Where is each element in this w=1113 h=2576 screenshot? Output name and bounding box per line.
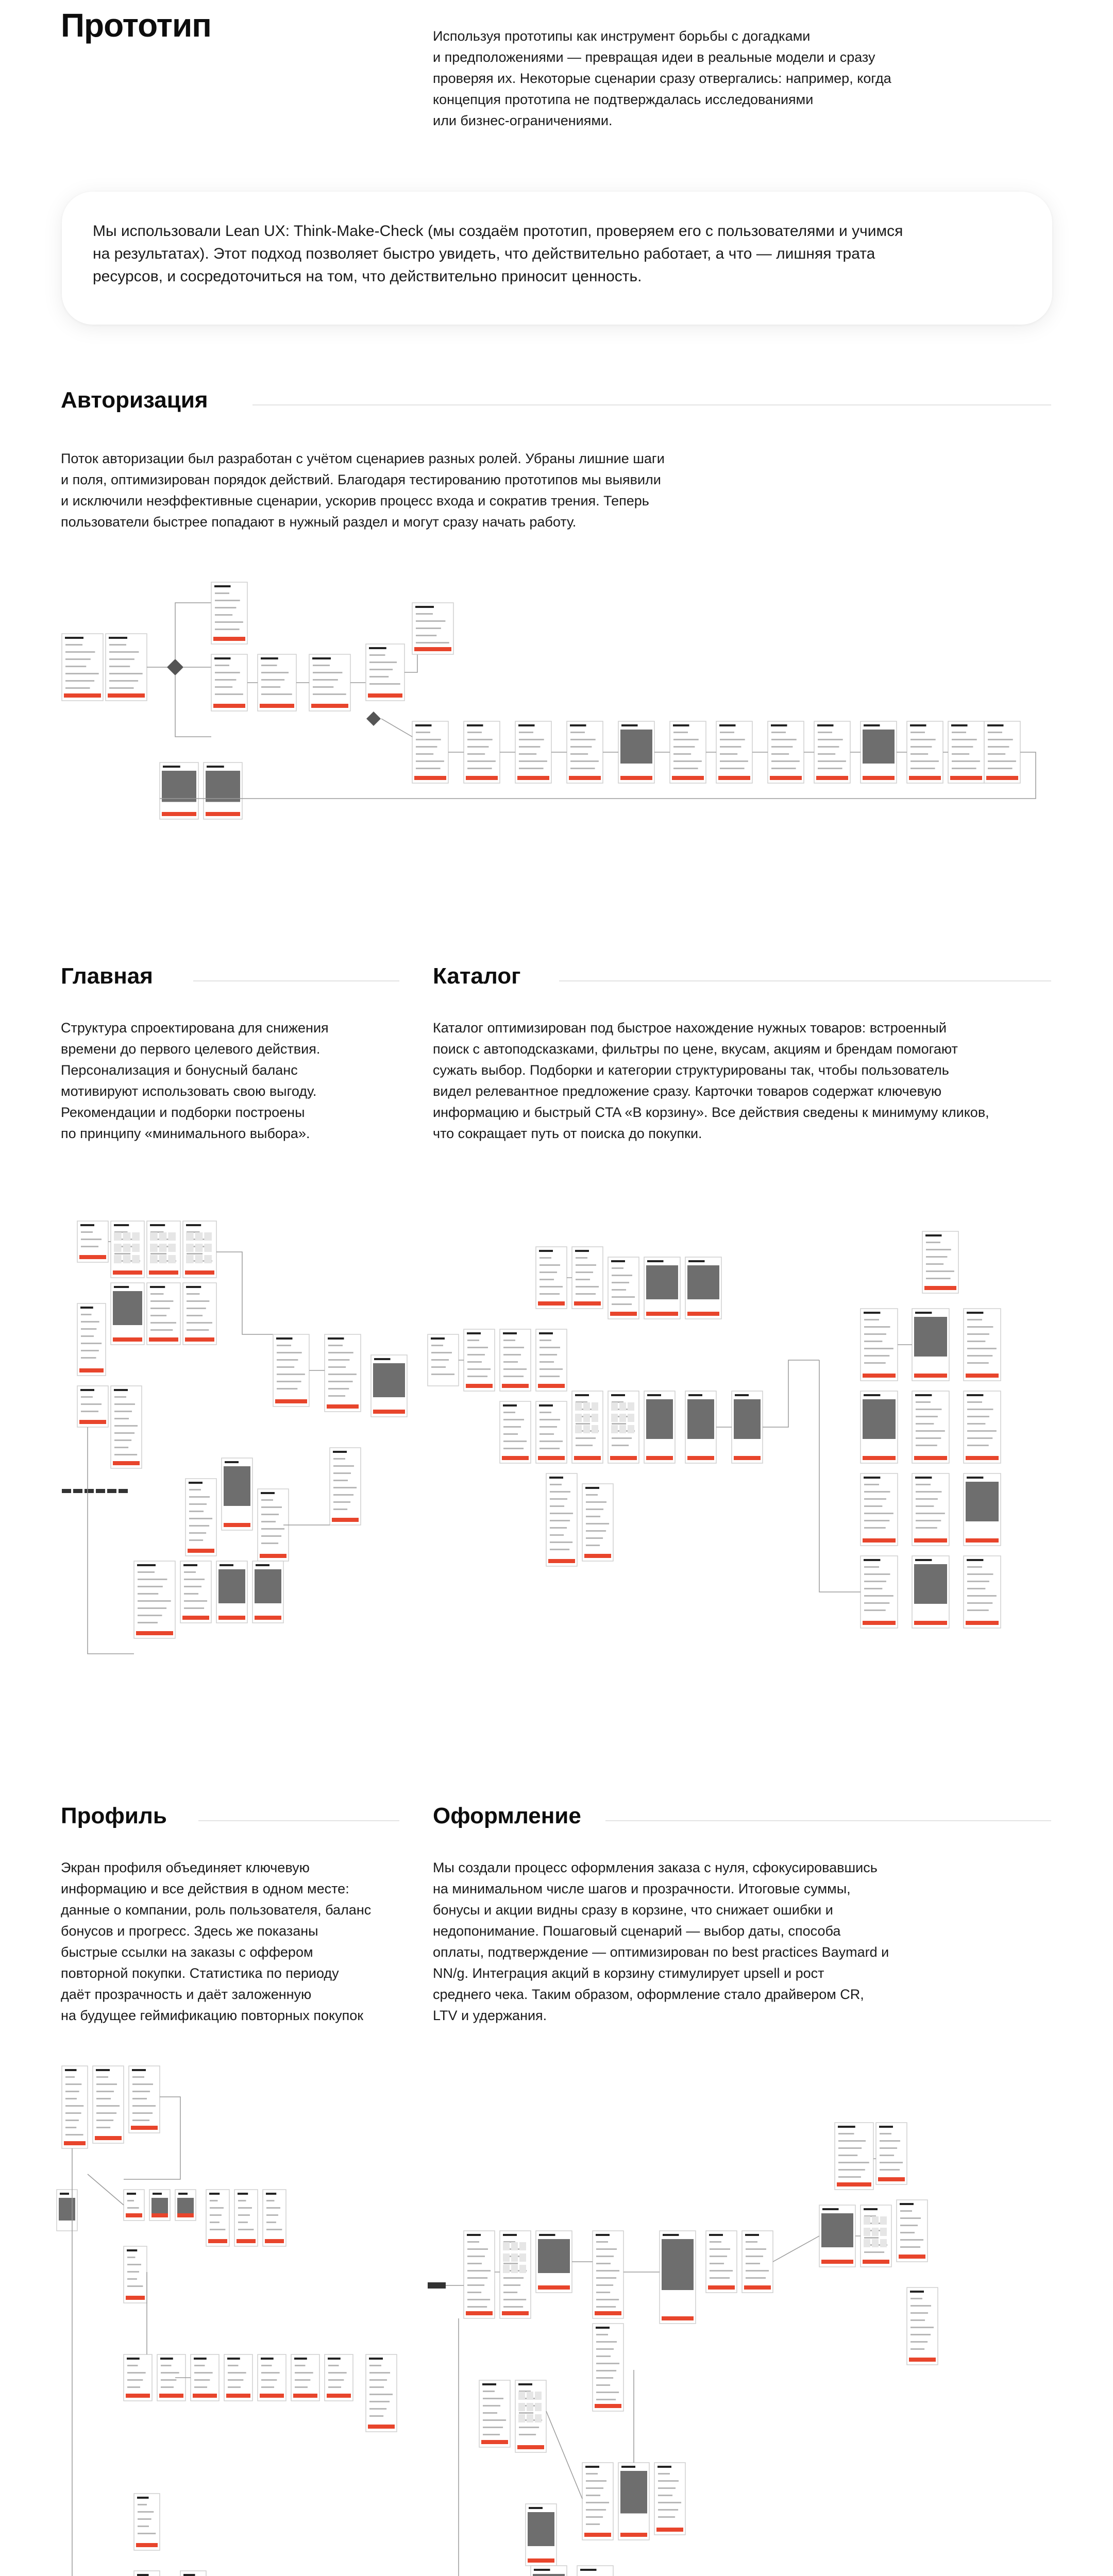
wireframe-screen [526,2504,556,2566]
checkout-text: Мы создали процесс оформления заказа с нуля, сфокусировавшись на минимальном числе шагов и прозрачности. Итоговые суммы, бонусы и акции видны сразу в корзине, что снижает ошибки и недопонимание. Пошаговый сценарий — выбор даты, способа оплаты, подтверждение — оптимизирован по best practices Baymard и NN/g. Интеграция акций в корзину стимулирует upsell и рост среднего чека. Таким образом, оформление стало драйвером CR, LTV и удержания. [433,1860,889,2023]
wireframe-screen [861,1556,898,1628]
wireframe-screen [464,2231,495,2318]
lean-ux-text: Мы использовали Lean UX: Think-Make-Check (мы создаём прототип, проверяем его с пользователями и учимся на результатах). Этот подход позволяет быстро увидеть, что действительно работает, а что — лишняя трата ресурсов, и сосредоточиться на том, что действительно приносит ценность. [93,223,903,285]
wireframe-screen [515,721,551,783]
wireframe-screen [464,721,500,783]
page-title: Прототип [61,7,211,44]
wireframe-screen [922,1231,958,1293]
wireframe-screen [742,2231,773,2293]
main-text: Структура спроектирована для снижения времени до первого целевого действия. Персонализация и бонусный баланс мотивируют использовать свою выгоду. Рекомендации и подборки построены по принципу «минимального выбора». [61,1020,329,1141]
flow-connector [175,603,211,659]
wireframe-screen [160,762,198,819]
catalog-flow-diagram [428,1226,1067,1690]
wireframe-screen [134,2571,160,2576]
wireframe-screen [577,2566,613,2576]
wireframe-screen [412,603,453,654]
wireframe-screen [500,2231,531,2318]
wireframe-screen [685,1391,716,1463]
wireframe-screen [907,2287,938,2365]
wireframe-screen [366,644,404,701]
wireframe-screen [252,1561,283,1623]
wireframe-screen [964,1556,1001,1628]
wireframe-screen [912,1473,949,1546]
wireframe-screen [819,2205,855,2267]
wireframe-screen [912,1556,949,1628]
wireframe-screen [183,1283,216,1345]
wireframe-screen [204,762,242,819]
decision-diamond [366,711,381,726]
wireframe-screen [835,2123,873,2190]
wireframe-screen [716,721,752,783]
wireframe-screen [325,1334,361,1412]
wireframe-screen [582,1484,613,1561]
wireframe-screen [206,2190,229,2246]
wireframe-screen [325,2354,353,2401]
wireframe-screen [876,2123,907,2184]
wireframe-screen [234,2190,258,2246]
wireframe-screen [180,2571,206,2576]
wireframe-screen [62,2066,88,2148]
flow-connector [381,719,412,737]
wireframe-screen [531,2566,567,2576]
wireframe-screen [861,1309,898,1381]
wireframe-screen [258,654,296,711]
wireframe-screen [618,2463,649,2540]
wireframe-screen [907,721,943,783]
wireframe-screen [618,721,654,783]
wireframe-screen [211,582,247,644]
flow-connector [546,2411,582,2499]
wireframe-screen [572,1391,603,1463]
wireframe-screen [149,2190,170,2221]
wireframe-screen [861,721,897,783]
flow-connector [175,675,211,737]
wireframe-screen [644,1257,680,1319]
wireframe-screen [608,1391,639,1463]
wireframe-screen [685,1257,721,1319]
wireframe-screen [106,634,147,701]
wireframe-screen [660,2231,696,2324]
wireframe-screen [644,1391,675,1463]
flow-connector [819,1360,861,1592]
flow-connector [763,1360,819,1427]
wireframe-screen [536,2231,572,2293]
wireframe-screen [912,1309,949,1381]
checkout-flow-diagram [428,2102,1067,2576]
wireframe-screen [211,654,247,711]
profile-flow-diagram [57,2056,428,2576]
wireframe-screen [464,1329,495,1391]
wireframe-screen [134,2494,160,2550]
wireframe-screen [861,2205,891,2267]
wireframe-screen [732,1391,763,1463]
wireframe-screen [77,1303,106,1376]
wireframe-screen [263,2190,286,2246]
wireframe-screen [814,721,850,783]
checkout-divider [605,1820,1051,1821]
intro-text: Используя прототипы как инструмент борьбы с догадками и предположениями — превращая идеи в реальные модели и сразу проверяя их. Некоторые сценарии сразу отвергались: например, когда концепция прототипа не подтверждалась исследованиями или бизнес-ограничениями. [433,28,891,128]
wireframe-screen [412,721,448,783]
wireframe-screen [428,1334,459,1386]
wireframe-screen [500,1329,531,1391]
catalog-text: Каталог оптимизирован под быстрое нахождение нужных товаров: встроенный поиск с автоподсказками, фильтры по цене, вкусам, акциям и брендам помогают сужать выбор. Подборки и категории структурированы так, чтобы пользователь видел релевантное предложение сразу. Карточки товаров содержат ключевую информацию и быстрый CTA «В корзину». Все действия сведены к минимуму кликов, что сокращает путь от поиска до покупки. [433,1020,989,1141]
checkout-title: Оформление [433,1803,581,1828]
main-divider [193,980,399,981]
wireframe-screen [964,1309,1001,1381]
wireframe-screen [654,2463,685,2535]
wireframe-screen [224,2354,252,2401]
wireframe-screen [124,2246,147,2303]
wireframe-screen [216,1561,247,1623]
wireframe-screen [861,1473,898,1546]
wireframe-screen [593,2231,623,2318]
wireframe-screen [183,1221,216,1278]
main-title: Главная [61,963,153,989]
wireframe-screen [309,654,350,711]
wireframe-screen [111,1221,144,1278]
wireframe-screen [134,1561,175,1638]
wireframe-screen [582,2463,613,2540]
flow-connector [773,2236,819,2262]
wireframe-screen [258,2354,286,2401]
wireframe-screen [546,1473,577,1566]
wireframe-screen [984,721,1020,783]
wireframe-screen [62,634,103,701]
wireframe-screen [593,2324,623,2411]
profile-divider [198,1820,399,1821]
wireframe-screen [222,1458,252,1530]
wireframe-screen [371,1355,407,1417]
wireframe-screen [124,2190,144,2221]
wireframe-screen [948,721,984,783]
flow-connector [88,2174,124,2205]
wireframe-screen [147,1283,180,1345]
wireframe-screen [111,1283,144,1345]
wireframe-screen [147,1221,180,1278]
auth-title: Авторизация [61,387,208,413]
catalog-title: Каталог [433,963,521,989]
wireframe-screen [964,1391,1001,1463]
wireframe-screen [57,2190,77,2231]
wireframe-screen [330,1448,361,1525]
wireframe-screen [768,721,804,783]
wireframe-screen [77,1221,108,1262]
wireframe-screen [111,1386,142,1468]
wireframe-screen [291,2354,319,2401]
wireframe-screen [706,2231,737,2293]
wireframe-screen [608,1257,639,1319]
wireframe-screen [912,1391,949,1463]
profile-text: Экран профиля объединяет ключевую информацию и все действия в одном месте: данные о компании, роль пользователя, баланс бонусов и прогресс. Здесь же показаны быстрые ссылки на заказы с оффером повторной покупки. Статистика по периоду даёт прозрачность и даёт заложенную на будущее геймификацию повторных покупок [61,1860,372,2023]
wireframe-screen [500,1401,531,1463]
wireframe-screen [273,1334,309,1406]
wireframe-screen [567,721,603,783]
wireframe-screen [175,2190,196,2221]
wireframe-screen [185,1479,216,1556]
auth-divider [252,404,1051,405]
wireframe-screen [77,1386,108,1427]
catalog-divider [559,980,1051,981]
wireframe-screen [129,2066,160,2133]
wireframe-screen [964,1473,1001,1546]
wireframe-screen [191,2354,219,2401]
flow-connector [216,1252,273,1334]
auth-text: Поток авторизации был разработан с учётом сценариев разных ролей. Убраны лишние шаги и поля, оптимизирован порядок действий. Благодаря тестированию прототипов мы выявили и исключили неэффективные сценарии, ускорив процесс входа и сократив трения. Теперь пользователи быстрее попадают в нужный раздел и могут сразу начать работу. [61,451,665,530]
wireframe-screen [572,1247,603,1309]
decision-diamond [167,659,183,675]
wireframe-screen [180,1561,211,1623]
profile-title: Профиль [61,1803,167,1828]
wireframe-screen [536,1247,567,1309]
wireframe-screen [536,1401,567,1463]
wireframe-screen [479,2380,510,2447]
main-flow-diagram [57,1200,428,1695]
wireframe-screen [536,1329,567,1391]
wireframe-screen [515,2380,546,2452]
wireframe-screen [897,2200,927,2262]
auth-flow-diagram [57,572,1067,829]
lean-ux-card [62,192,1052,325]
wireframe-screen [366,2354,397,2432]
wireframe-screen [670,721,706,783]
wireframe-screen [124,2354,152,2401]
wireframe-screen [93,2066,124,2143]
wireframe-screen [861,1391,898,1463]
